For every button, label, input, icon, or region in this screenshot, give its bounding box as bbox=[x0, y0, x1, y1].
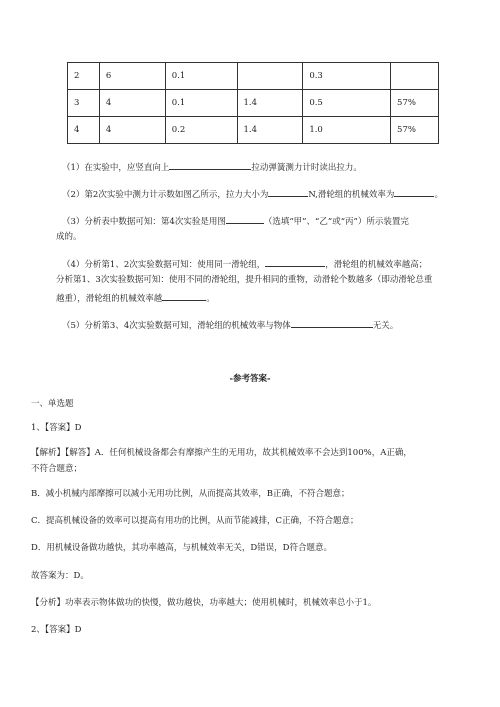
analysis-line: 【解析】【解答】A．任何机械设备都会有摩擦产生的无用功，故其机械效率不会达到100%，A正确， bbox=[31, 448, 412, 458]
table-cell: 57% bbox=[391, 117, 439, 144]
answers-heading: -参考答案- bbox=[229, 374, 271, 384]
answer-2: 2、【答案】D bbox=[31, 625, 82, 635]
experiment-table bbox=[67, 62, 439, 144]
question-text: 越重），滑轮组的机械效率越 bbox=[56, 294, 163, 304]
answer-blank[interactable] bbox=[169, 160, 251, 170]
table-cell: 1.0 bbox=[303, 117, 391, 144]
question-text: ，滑轮组的机械效率越高； bbox=[325, 260, 428, 270]
table-row bbox=[68, 63, 439, 90]
question-5 bbox=[62, 318, 398, 332]
answer-1: 1、【答案】D bbox=[31, 423, 82, 433]
question-2 bbox=[62, 187, 443, 201]
table-cell: 0.1 bbox=[165, 63, 237, 90]
table-cell bbox=[391, 63, 439, 90]
answer-blank[interactable] bbox=[394, 187, 434, 197]
question-text: （3）分析表中数据可知：第4次实验是用图 bbox=[62, 217, 226, 227]
question-text: 拉动弹簧测力计时读出拉力。 bbox=[251, 163, 362, 173]
question-text: 。 bbox=[434, 190, 443, 200]
question-4-cont bbox=[56, 274, 432, 286]
question-text: 无关。 bbox=[372, 321, 399, 331]
question-text: （4）分析第1、2次实验数据可知：使用同一滑轮组， bbox=[62, 260, 266, 270]
question-3 bbox=[62, 214, 409, 228]
question-text: 成的。 bbox=[56, 232, 82, 242]
table-cell bbox=[237, 63, 303, 90]
section-title: 一、单选题 bbox=[31, 399, 74, 409]
answer-blank[interactable] bbox=[162, 291, 206, 301]
question-3-cont bbox=[56, 231, 82, 243]
fenxi-line: 【分析】功率表示物体做功的快慢，做功越快，功率越大；使用机械时，机械效率总小于1。 bbox=[31, 598, 377, 608]
table-cell: 0.3 bbox=[303, 63, 391, 90]
question-4 bbox=[62, 257, 427, 271]
table-cell: 4 bbox=[99, 117, 165, 144]
question-text: （选填“甲”、“乙”或“丙”）所示装置完 bbox=[263, 217, 409, 227]
question-text: 分析第1、3次实验数据可知：使用不同的滑轮组，提升相同的重物，动滑轮个数越多（即动滑轮总重 bbox=[56, 275, 433, 285]
table-cell: 4 bbox=[68, 117, 100, 144]
table-cell: 0.1 bbox=[165, 90, 237, 117]
answer-blank[interactable] bbox=[265, 257, 325, 267]
table-cell: 0.5 bbox=[303, 90, 391, 117]
conclusion-line: 故答案为：D。 bbox=[31, 571, 89, 581]
table-row bbox=[68, 90, 439, 117]
question-1 bbox=[62, 160, 362, 174]
question-text: N,滑轮组的机械效率为 bbox=[308, 190, 395, 200]
analysis-line: B．减小机械内部摩擦可以减小无用功比例，从而提高其效率，B正确，不符合题意； bbox=[31, 489, 350, 499]
table-cell: 3 bbox=[68, 90, 100, 117]
answer-blank[interactable] bbox=[226, 214, 264, 224]
answer-blank[interactable] bbox=[268, 187, 308, 197]
question-text: 。 bbox=[206, 294, 215, 304]
table-row bbox=[68, 117, 439, 144]
analysis-line: C．提高机械设备的效率可以提高有用功的比例，从而节能减排，C正确，不符合题意； bbox=[31, 516, 359, 526]
table-cell: 57% bbox=[391, 90, 439, 117]
analysis-line: 不符合题意； bbox=[31, 464, 83, 474]
question-text: （1）在实验中，应竖直向上 bbox=[62, 163, 170, 173]
answer-blank[interactable] bbox=[291, 318, 373, 328]
question-text: （5）分析第3、4次实验数据可知，滑轮组的机械效率与物体 bbox=[62, 321, 291, 331]
table-cell: 0.2 bbox=[165, 117, 237, 144]
question-text: （2）第2次实验中测力计示数如图乙所示，拉力大小为 bbox=[62, 190, 269, 200]
question-4-cont2 bbox=[56, 291, 215, 305]
table-cell: 6 bbox=[99, 63, 165, 90]
table-cell: 1.4 bbox=[237, 117, 303, 144]
analysis-line: D．用机械设备做功越快，其功率越高，与机械效率无关，D错误，D符合题意。 bbox=[31, 543, 332, 553]
table-cell: 4 bbox=[99, 90, 165, 117]
table-cell: 2 bbox=[68, 63, 100, 90]
table-cell: 1.4 bbox=[237, 90, 303, 117]
